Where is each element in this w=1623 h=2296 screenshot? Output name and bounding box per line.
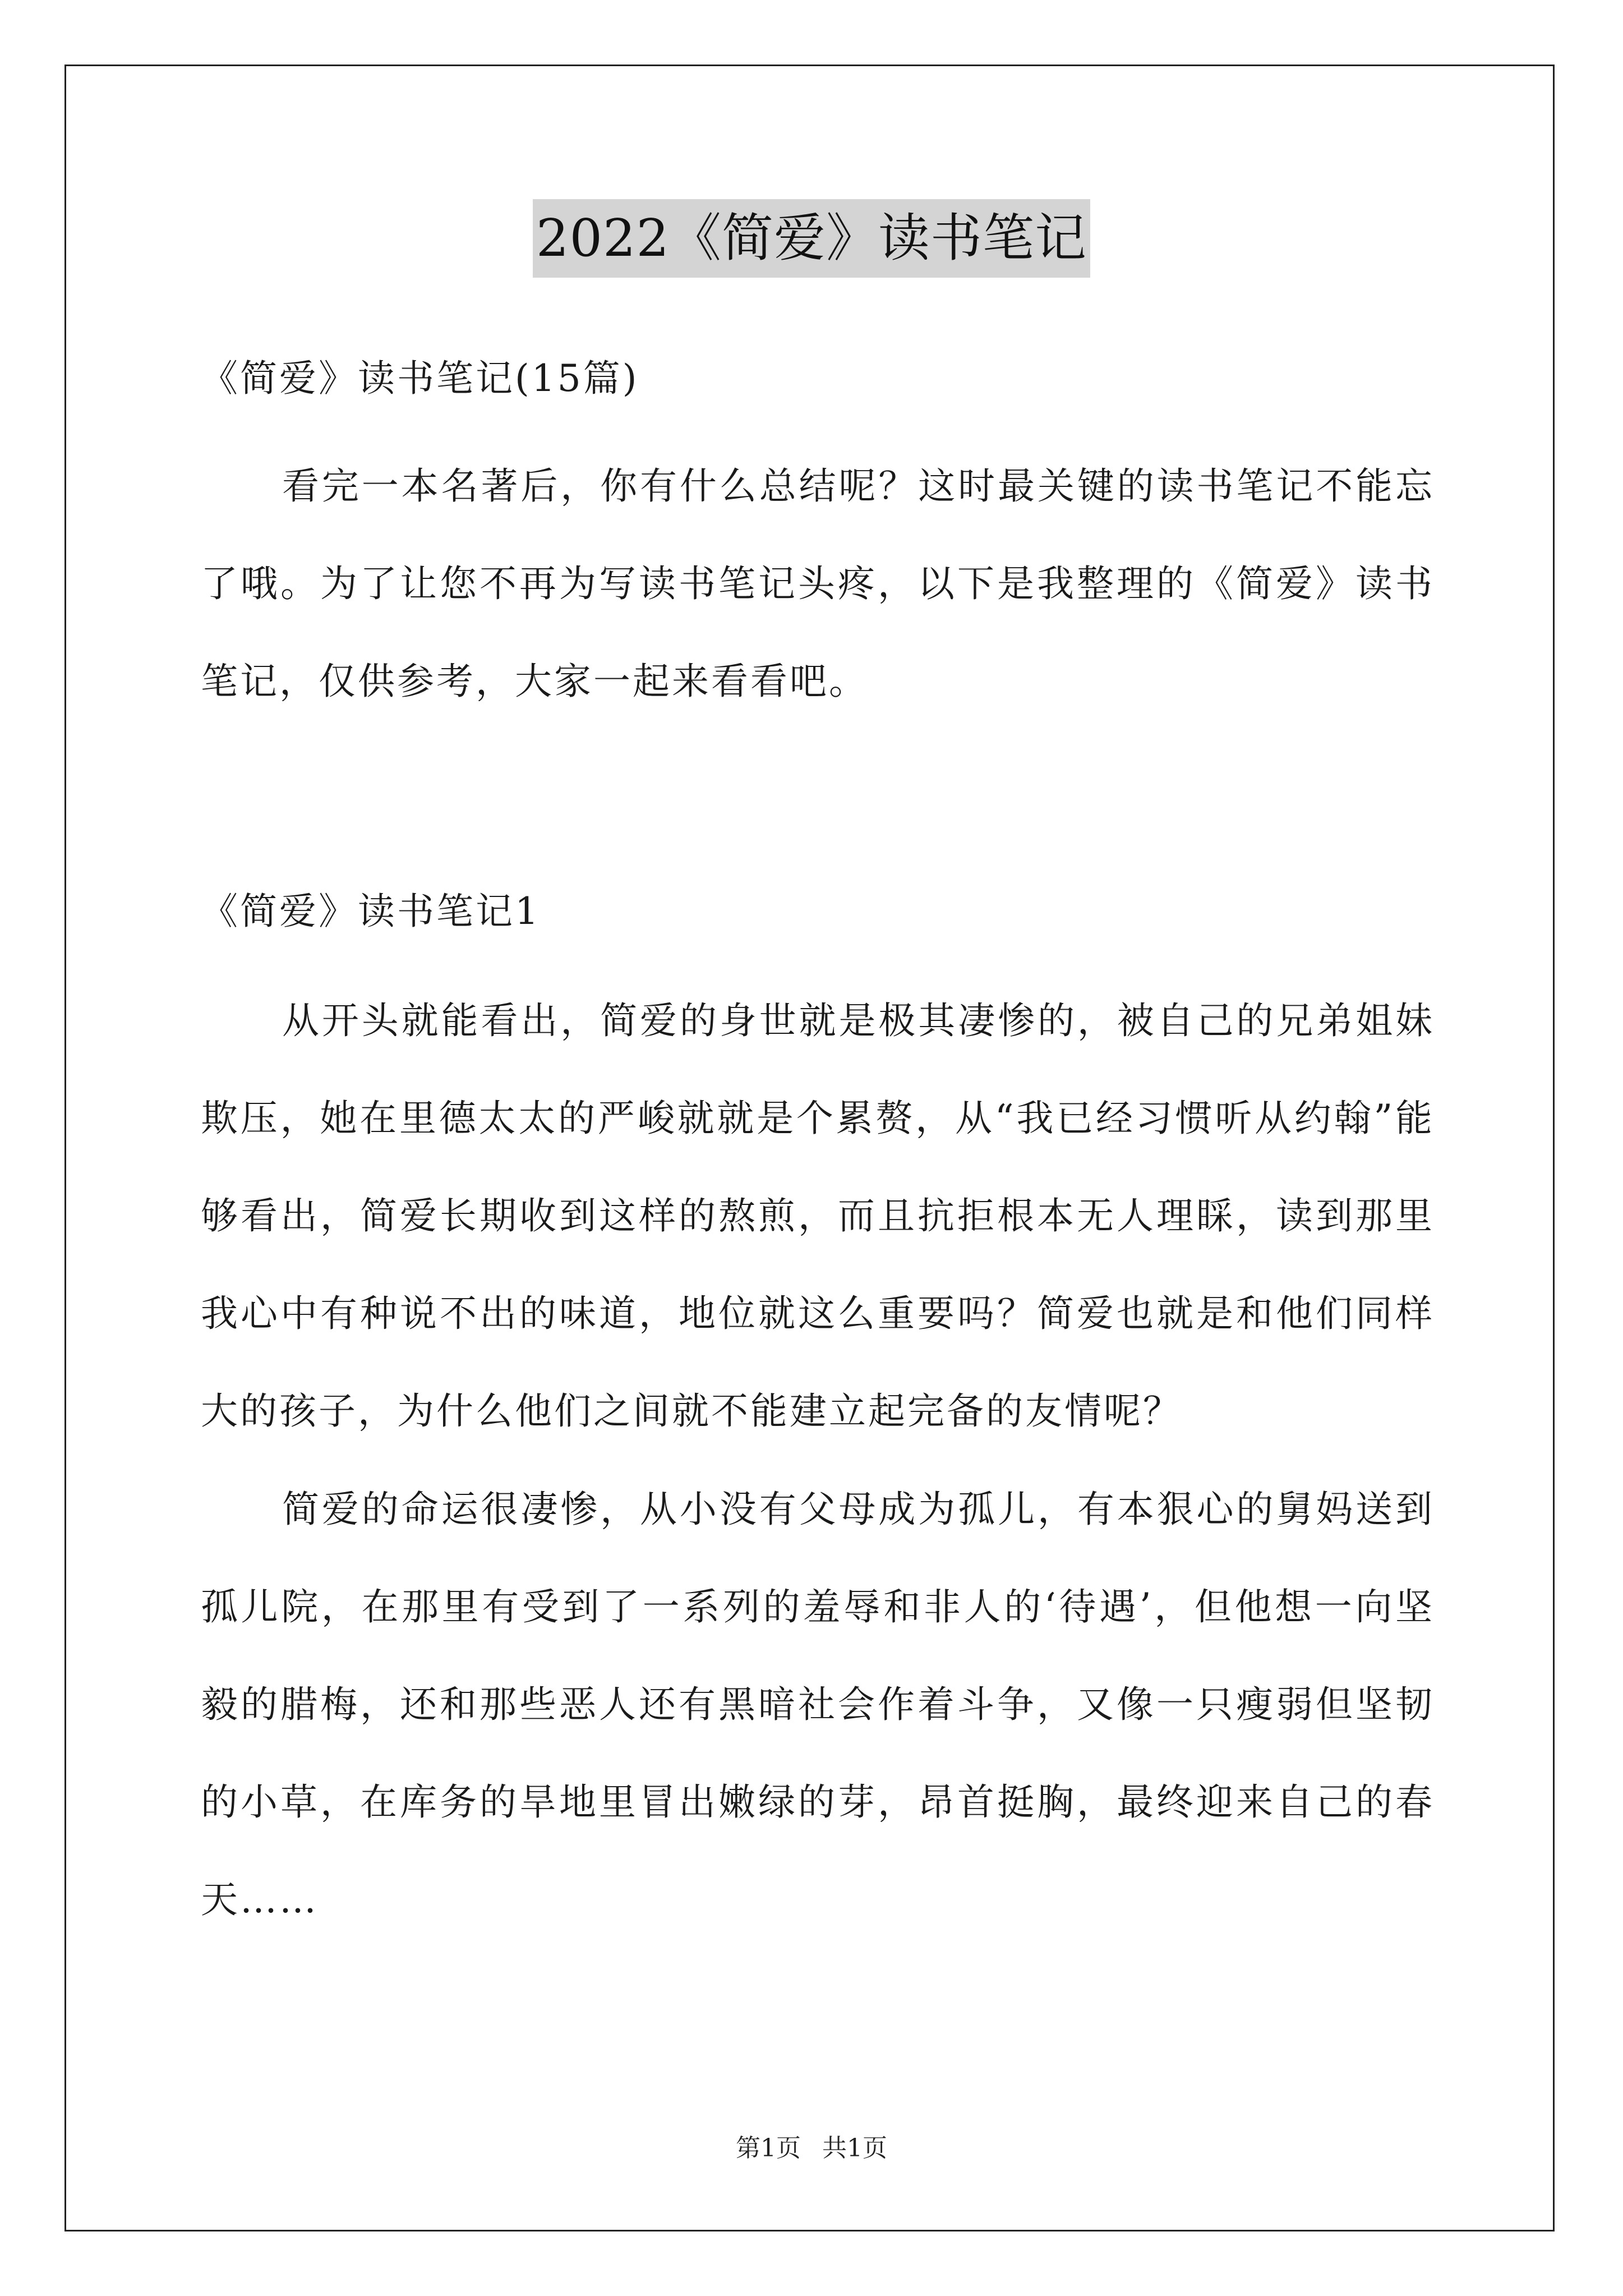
document-title: 2022《简爱》读书笔记 bbox=[533, 199, 1090, 278]
intro-paragraph: 看完一本名著后，你有什么总结呢？这时最关键的读书笔记不能忘了哦。为了让您不再为写读书笔记头疼，以下是我整理的《简爱》读书笔记，仅供参考，大家一起来看看吧。 bbox=[201, 464, 1435, 703]
page-footer bbox=[0, 2132, 1623, 2165]
page-number: 第1页 bbox=[736, 2134, 801, 2162]
body-paragraph-2: 简爱的命运很凄惨，从小没有父母成为孤儿，有本狠心的舅妈送到孤儿院，在那里有受到了一系列的羞辱和非人的‘待遇’，但他想一向坚毅的腊梅，还和那些恶人还有黑暗社会作着斗争，又像一只瘦弱但坚韧的小草，在库务的旱地里冒出嫩绿的芽，昂首挺胸，最终迎来自己的春天…… bbox=[201, 1488, 1435, 1921]
title-container bbox=[0, 199, 1623, 278]
body-paragraph-1: 从开头就能看出，简爱的身世就是极其凄惨的，被自己的兄弟姐妹欺压，她在里德太太的严峻就就是个累赘，从“我已经习惯听从约翰”能够看出，简爱长期收到这样的熬煎，而且抗拒根本无人理睬，读到那里我心中有种说不出的味道，地位就这么重要吗？简爱也就是和他们同样大的孩子，为什么他们之间就不能建立起完备的友情呢？ bbox=[201, 999, 1435, 1433]
section-heading: 《简爱》读书笔记1 bbox=[201, 890, 541, 933]
page-total: 共1页 bbox=[822, 2134, 887, 2162]
document-subtitle: 《简爱》读书笔记(15篇) bbox=[201, 357, 639, 400]
